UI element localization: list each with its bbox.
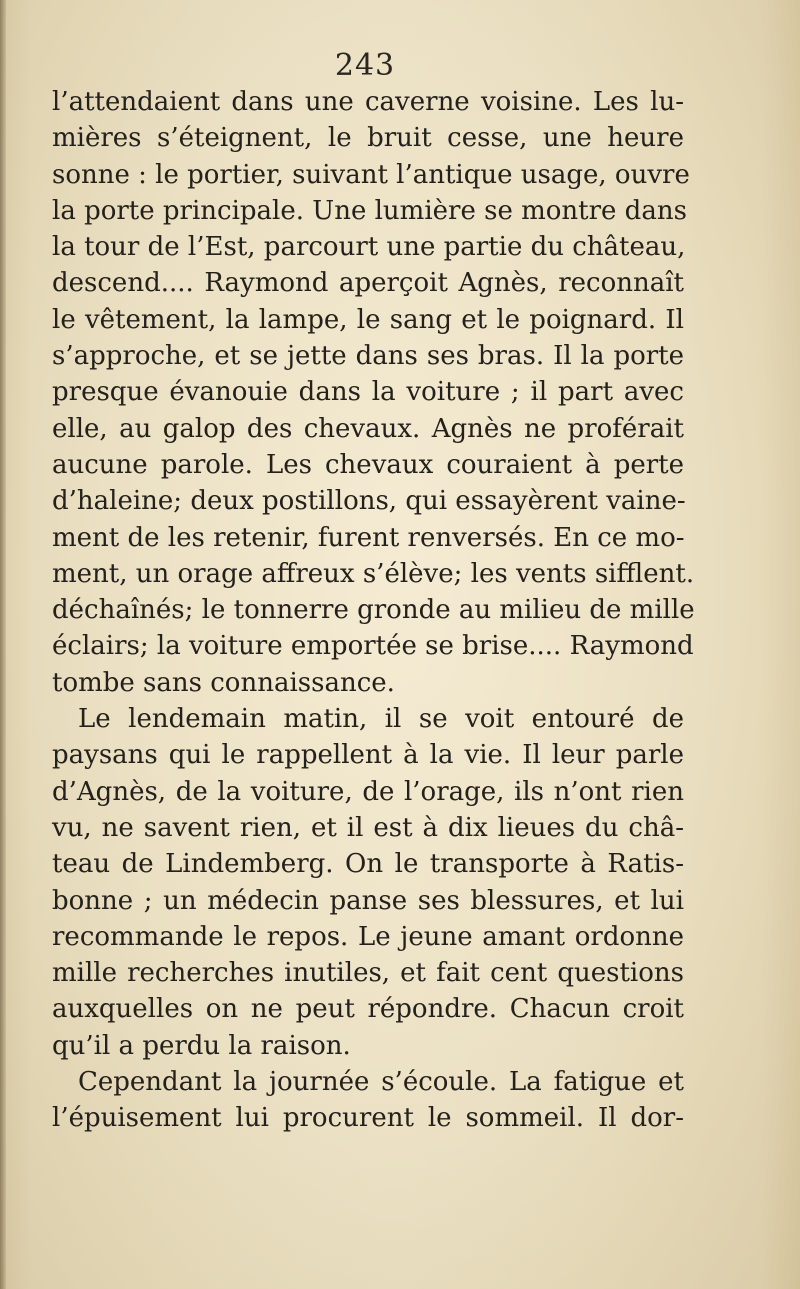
text-line: s’approche, et se jette dans ses bras. Il la porte [52,341,684,372]
text-line: d’Agnès, de la voiture, de l’orage, ils n’ont rien [52,776,684,807]
text-line: ment de les retenir, furent renversés. En ce mo- [52,522,685,553]
text-line: bonne ; un médecin panse ses blessures, et lui [52,885,684,916]
text-line: descend.... Raymond aperçoit Agnès, reconnaît [52,268,684,299]
text-line: l’épuisement lui procurent le sommeil. Il dor- [52,1103,684,1134]
text-line: mières s’éteignent, le bruit cesse, une heure [52,123,684,154]
text-line: aucune parole. Les chevaux couraient à perte [52,449,684,480]
text-line: presque évanouie dans la voiture ; il part avec [52,377,684,408]
text-line: mille recherches inutiles, et fait cent questions [52,958,684,989]
text-line: auxquelles on ne peut répondre. Chacun croit [52,994,684,1025]
text-line: vu, ne savent rien, et il est à dix lieues du châ- [52,812,684,843]
text-line: éclairs; la voiture emportée se brise.... Raymond [52,631,694,662]
text-line: le vêtement, la lampe, le sang et le poignard. Il [52,304,684,335]
text-line: qu’il a perdu la raison. [52,1030,351,1061]
text-line: la tour de l’Est, parcourt une partie du château, [52,232,686,263]
text-line: sonne : le portier, suivant l’antique usage, ouvre [52,159,690,190]
text-line: l’attendaient dans une caverne voisine. Les lu- [52,87,684,117]
text-line: tombe sans connaissance. [52,667,395,698]
page-binding-edge [0,0,6,1289]
text-line: la porte principale. Une lumière se montre dans [52,195,687,226]
text-line: elle, au galop des chevaux. Agnès ne proférait [52,413,684,444]
text-line: d’haleine; deux postillons, qui essayèrent vaine- [52,486,686,517]
text-line: recommande le repos. Le jeune amant ordonne [52,921,684,952]
text-line: paysans qui le rappellent à la vie. Il leur parle [52,740,684,771]
text-line: teau de Lindemberg. On le transporte à Ratis- [52,849,684,880]
text-line: Le lendemain matin, il se voit entouré de [78,704,684,735]
page-number: 243 [334,48,396,83]
text-line: ment, un orage affreux s’élève; les vents sifflent. [52,558,695,589]
body-text [52,84,695,1137]
text-line: Cependant la journée s’écoule. La fatigue et [78,1067,684,1098]
text-line: déchaînés; le tonnerre gronde au milieu de mille [52,595,695,626]
